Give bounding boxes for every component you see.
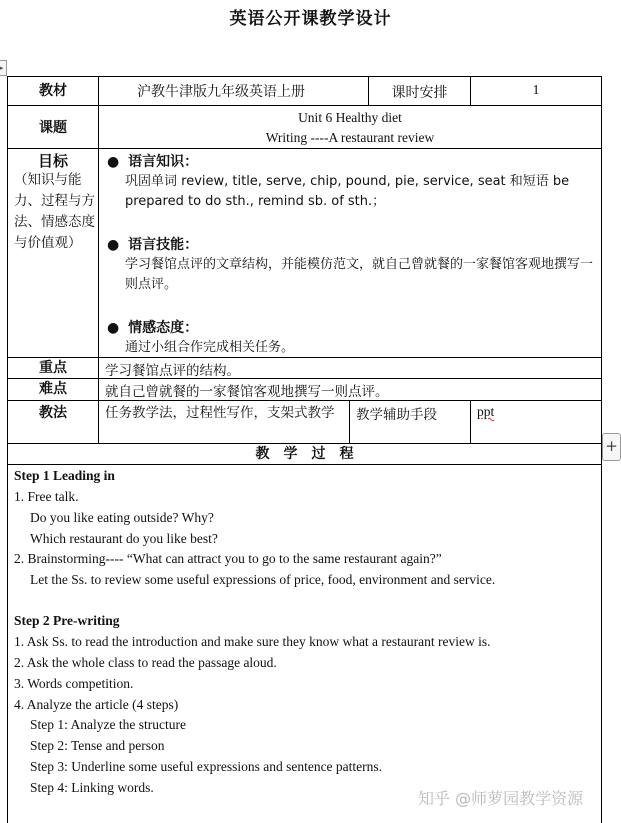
s1-q1: Do you like eating outside? Why?: [30, 510, 214, 525]
skills-text: 学习餐馆点评的文章结构，并能模仿范文，就自己曾就餐的一家餐馆客观地撰写一则点评。: [125, 257, 594, 292]
schedule-label: 课时安排: [368, 76, 471, 106]
attitude-heading-text: 情感态度：: [128, 320, 199, 336]
watermark: 知乎 @师萝园教学资源: [418, 789, 584, 808]
process-body: [7, 464, 602, 823]
add-row-button[interactable]: +: [602, 433, 621, 461]
aids-value-text: ppt: [477, 404, 495, 419]
s1-q2: Which restaurant do you like best?: [30, 531, 218, 546]
topic-unit: Unit 6 Healthy diet: [298, 110, 402, 125]
anchor-handle-icon[interactable]: ▸: [0, 60, 7, 76]
schedule-value: 1: [470, 76, 602, 106]
key-label: 重点: [7, 357, 99, 379]
s2-sub3: Step 3: Underline some useful expressions and sentence patterns.: [30, 759, 383, 774]
s2-item2: 2. Ask the whole class to read the passage aloud.: [14, 655, 277, 670]
aids-label: 教学辅助手段: [349, 400, 471, 444]
topic-writing: Writing ----A restaurant review: [265, 130, 435, 145]
bullet-icon: ●: [107, 237, 120, 253]
bullet-icon: ●: [107, 320, 120, 336]
step2-title: Step 2 Pre-writing: [14, 613, 120, 628]
material-label: 教材: [7, 76, 99, 106]
s1-item1: 1. Free talk.: [14, 489, 79, 504]
attitude-heading: [107, 317, 198, 337]
s2-item3: 3. Words competition.: [14, 676, 134, 691]
s1-item2-detail: Let the Ss. to review some useful expressions of price, food, environment and service.: [30, 572, 496, 587]
skills-heading: [107, 234, 198, 254]
difficulty-value: 就自己曾就餐的一家餐馆客观地撰写一则点评。: [98, 378, 602, 401]
knowledge-heading-text: 语言知识：: [128, 154, 199, 170]
goal-content-cell: [98, 148, 602, 358]
s2-sub2: Step 2: Tense and person: [30, 738, 165, 753]
skills-heading-text: 语言技能：: [128, 237, 199, 253]
aids-value: [470, 400, 602, 444]
goal-label-cell: [7, 148, 99, 358]
method-label: 教法: [7, 400, 99, 444]
s2-sub4: Step 4: Linking words.: [30, 780, 154, 795]
s2-item1: 1. Ask Ss. to read the introduction and make sure they know what a restaurant review is.: [14, 634, 491, 649]
goal-sublabel: （知识与能力、过程与方法、情感态度与价值观）: [14, 172, 95, 251]
bullet-icon: ●: [107, 154, 120, 170]
s2-sub1: Step 1: Analyze the structure: [30, 717, 186, 732]
process-header: 教 学 过 程: [7, 443, 602, 465]
material-value: 沪教牛津版九年级英语上册: [98, 76, 369, 106]
topic-cell: [98, 105, 602, 149]
s2-item4: 4. Analyze the article (4 steps): [14, 697, 179, 712]
knowledge-text: 巩固单词 review, title, serve, chip, pound, pie, service, seat 和短语 be prepared to do sth., remind sb. of sth.；: [125, 174, 570, 209]
attitude-text: 通过小组合作完成相关任务。: [125, 340, 295, 355]
topic-label: 课题: [7, 105, 99, 149]
difficulty-label: 难点: [7, 378, 99, 401]
page-title: 英语公开课教学设计: [229, 9, 392, 29]
method-value: 任务教学法，过程性写作，支架式教学: [98, 400, 350, 444]
step1-title: Step 1 Leading in: [14, 468, 115, 483]
s1-item2: 2. Brainstorming---- “What can attract you to go to the same restaurant again?”: [14, 551, 442, 566]
key-value: 学习餐馆点评的结构。: [98, 357, 602, 379]
knowledge-heading: [107, 151, 198, 171]
goal-label: 目标: [37, 152, 68, 170]
